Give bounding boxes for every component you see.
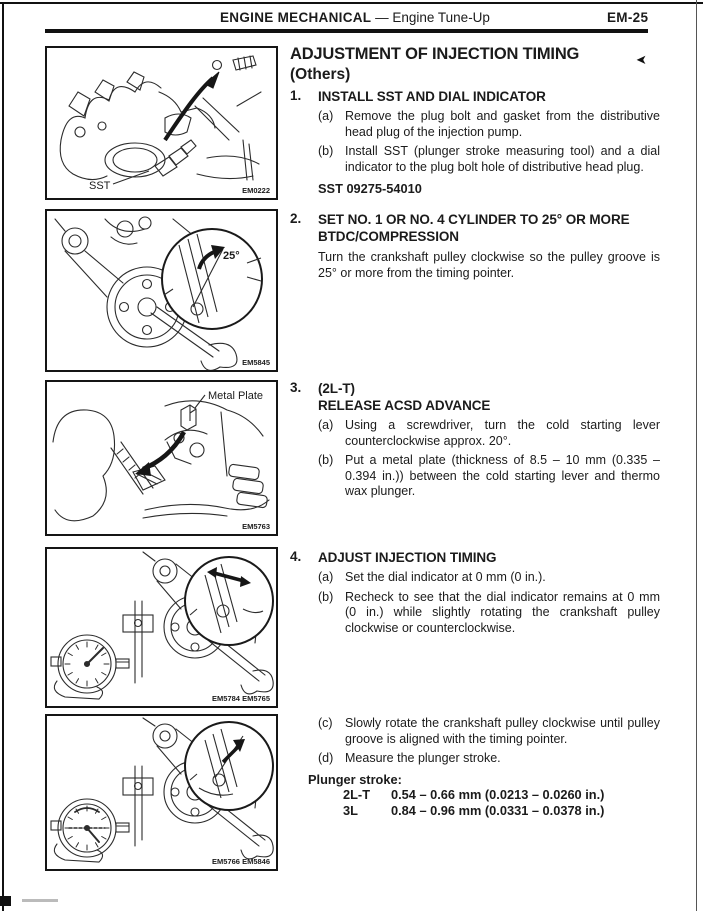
figure-metal-plate <box>45 380 278 536</box>
item-text: Put a metal plate (thickness of 8.5 – 10 mm (0.335 – 0.394 in.)) between the cold starting lever and thermo wax plunger. <box>345 453 660 499</box>
item-label: (b) <box>318 453 334 468</box>
page-border-right <box>696 0 697 911</box>
spec-row <box>343 803 660 819</box>
header-rule <box>45 29 648 33</box>
section-number: 1. <box>290 88 302 103</box>
figure2-angle-label: 25° <box>223 250 240 262</box>
item-label: (b) <box>318 144 334 159</box>
section-release-acsd <box>290 380 660 500</box>
header-subsection: — Engine Tune-Up <box>375 10 490 25</box>
figure-dial-indicator-art <box>47 549 276 706</box>
item-text: Using a screwdriver, turn the cold starting lever counterclockwise approx. 20°. <box>345 418 660 448</box>
list-item <box>318 418 660 449</box>
figure1-sst-label: SST <box>89 180 111 192</box>
section-number: 2. <box>290 211 302 226</box>
section-number: 3. <box>290 380 302 395</box>
list-item <box>318 453 660 500</box>
figure-sst-install <box>45 46 278 200</box>
figure3-code: EM5763 <box>242 522 270 531</box>
section-set-cylinder <box>290 211 660 294</box>
list-item <box>318 570 660 586</box>
section-adjust-timing <box>290 549 660 636</box>
item-text: Install SST (plunger stroke measuring tool) and a dial indicator to the plug bolt hole of distributive head plug. <box>345 144 660 174</box>
scan-artifact <box>22 899 58 902</box>
figure3-metal-plate-label: Metal Plate <box>208 390 264 402</box>
spec-value: 0.54 – 0.66 mm (0.0213 – 0.0260 in.) <box>391 786 605 802</box>
item-label: (a) <box>318 418 334 432</box>
section-heading: ADJUST INJECTION TIMING <box>318 550 497 565</box>
figure-sst-install-art <box>47 48 276 198</box>
item-text: Remove the plug bolt and gasket from the distributive head plug of the injection pump. <box>345 109 660 139</box>
section-heading: INSTALL SST AND DIAL INDICATOR <box>318 89 546 104</box>
header-title <box>220 10 490 25</box>
spec-value: 0.84 – 0.96 mm (0.0331 – 0.0378 in.) <box>391 802 605 818</box>
item-text: Recheck to see that the dial indicator remains at 0 mm (0 in.) while slightly rotating the crankshaft pulley clockwise or counterclockwise. <box>345 589 660 635</box>
item-label: (a) <box>318 570 334 584</box>
figure-plunger-stroke <box>45 714 278 871</box>
item-text: Set the dial indicator at 0 mm (0 in.). <box>345 570 546 584</box>
figure-dial-indicator-set <box>45 547 278 708</box>
section-heading: SET NO. 1 OR NO. 4 CYLINDER TO 25° OR MORE BTDC/COMPRESSION <box>318 212 630 244</box>
sst-tool-number: SST 09275-54010 <box>318 181 422 197</box>
figure2-code: EM5845 <box>242 358 270 367</box>
figure-crankshaft-art <box>47 211 276 370</box>
header-section: ENGINE MECHANICAL <box>220 10 372 25</box>
spec-label: Plunger stroke: <box>308 771 402 787</box>
scan-artifact <box>0 896 11 906</box>
spec-model: 3L <box>343 802 358 818</box>
section-number: 4. <box>290 549 302 564</box>
plunger-stroke-spec <box>308 771 660 819</box>
figure-metal-plate-art <box>47 382 276 534</box>
spec-model: 2L-T <box>343 786 371 802</box>
figure5-code: EM5766 EM5846 <box>212 857 270 866</box>
figure4-code: EM5784 EM5765 <box>212 694 270 703</box>
section-paragraph: Turn the crankshaft pulley clockwise so the pulley groove is 25° or more from the timing pointer. <box>318 250 660 280</box>
item-text: Measure the plunger stroke. <box>345 751 501 766</box>
item-label: (a) <box>318 109 334 123</box>
figure-crankshaft-25deg <box>45 209 278 372</box>
item-text: Slowly rotate the crankshaft pulley clockwise until pulley groove is aligned with the timing pointer. <box>345 716 660 746</box>
list-item <box>318 590 660 637</box>
page-header <box>45 10 655 30</box>
figure-plunger-stroke-art <box>47 716 276 869</box>
item-label: (d) <box>318 751 334 766</box>
pointer-arrow-icon: ➤ <box>636 52 647 67</box>
page-subtitle: (Others) <box>290 66 351 83</box>
page-title: ADJUSTMENT OF INJECTION TIMING <box>290 45 580 63</box>
page-border-left <box>2 2 4 911</box>
section-adjust-timing-continued <box>308 716 660 819</box>
page-border-top <box>0 2 703 4</box>
section-install-sst <box>290 88 660 196</box>
page-number: EM-25 <box>607 10 649 25</box>
item-label: (c) <box>318 716 333 730</box>
list-item <box>318 751 660 767</box>
list-item <box>318 716 660 747</box>
spec-row <box>343 787 660 803</box>
section-heading: RELEASE ACSD ADVANCE <box>318 398 491 413</box>
list-item <box>318 144 660 175</box>
section-heading-model: (2L-T) <box>318 381 355 396</box>
list-item <box>318 109 660 140</box>
item-label: (b) <box>318 589 334 604</box>
title-block <box>290 44 676 85</box>
figure1-code: EM0222 <box>242 186 270 195</box>
